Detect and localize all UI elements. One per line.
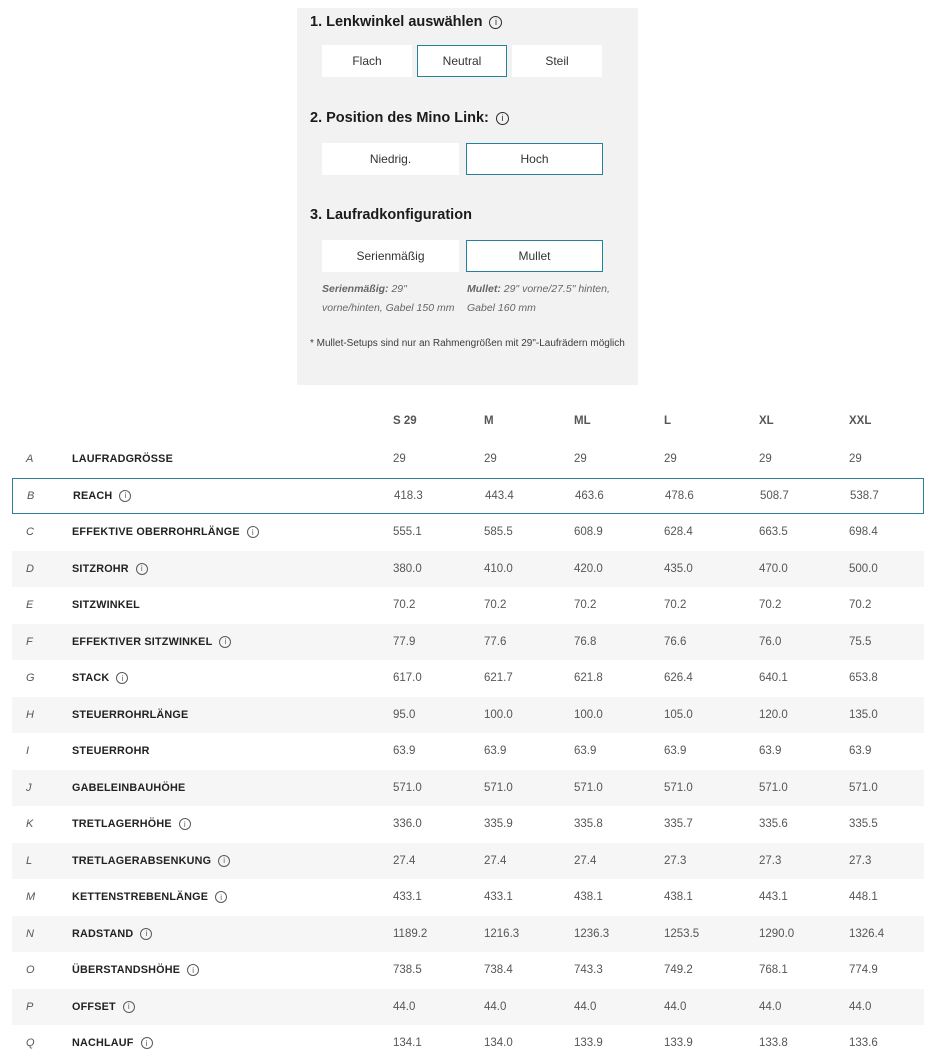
row-label: NACHLAUF — [72, 1037, 134, 1050]
table-header-row — [12, 400, 924, 441]
table-row-i[interactable] — [12, 733, 924, 770]
value-cell: 70.2 — [393, 599, 416, 612]
value-cell: 29 — [574, 453, 587, 466]
value-cell: 1216.3 — [484, 927, 520, 940]
value-cell: 133.9 — [664, 1037, 693, 1050]
value-cell: 95.0 — [393, 708, 416, 721]
value-cell: 1290.0 — [759, 927, 795, 940]
value-cell: 44.0 — [849, 1000, 872, 1013]
row-letter: G — [26, 672, 35, 685]
row-label: TRETLAGERHÖHE — [72, 818, 172, 831]
value-cell: 438.1 — [574, 891, 603, 904]
mullet-description — [467, 280, 619, 318]
table-row-p[interactable] — [12, 989, 924, 1026]
value-cell: 443.4 — [485, 489, 514, 502]
row-letter: F — [26, 635, 33, 648]
value-cell: 44.0 — [759, 1000, 782, 1013]
value-cell: 44.0 — [393, 1000, 416, 1013]
column-header-s-29: S 29 — [393, 414, 417, 427]
table-row-m[interactable] — [12, 879, 924, 916]
table-row-k[interactable] — [12, 806, 924, 843]
value-cell: 100.0 — [484, 708, 513, 721]
table-row-q[interactable] — [12, 1025, 924, 1062]
value-cell: 418.3 — [394, 489, 423, 502]
value-cell: 135.0 — [849, 708, 878, 721]
value-cell: 628.4 — [664, 526, 693, 539]
mino-link-options — [322, 143, 638, 175]
row-label: RADSTAND — [72, 927, 134, 940]
value-cell: 70.2 — [759, 599, 782, 612]
row-label: STEUERROHR — [72, 745, 150, 758]
section-title-text: 1. Lenkwinkel auswählen — [310, 14, 483, 30]
row-label: STACK — [72, 672, 110, 685]
value-cell: 27.3 — [664, 854, 687, 867]
value-cell: 134.0 — [484, 1037, 513, 1050]
value-cell: 70.2 — [664, 599, 687, 612]
row-letter: E — [26, 599, 34, 612]
value-cell: 571.0 — [393, 781, 422, 794]
row-label: EFFEKTIVE OBERROHRLÄNGE — [72, 526, 240, 539]
table-row-o[interactable] — [12, 952, 924, 989]
section-title-mino-link — [297, 110, 638, 126]
value-cell: 29 — [484, 453, 497, 466]
value-cell: 571.0 — [664, 781, 693, 794]
value-cell: 433.1 — [484, 891, 513, 904]
value-cell: 77.6 — [484, 635, 507, 648]
option-flach[interactable]: Flach — [322, 45, 412, 77]
value-cell: 433.1 — [393, 891, 422, 904]
section-title-text: 2. Position des Mino Link: — [310, 110, 489, 126]
row-letter: O — [26, 964, 35, 977]
info-icon[interactable]: i — [496, 112, 509, 125]
value-cell: 663.5 — [759, 526, 788, 539]
description-term: Serienmäßig: — [322, 283, 389, 295]
value-cell: 134.1 — [393, 1037, 422, 1050]
row-letter: L — [26, 854, 33, 867]
value-cell: 44.0 — [574, 1000, 597, 1013]
value-cell: 63.9 — [574, 745, 597, 758]
column-header-xxl: XXL — [849, 414, 872, 427]
option-neutral[interactable]: Neutral — [417, 45, 507, 77]
table-row-b[interactable] — [12, 478, 924, 515]
value-cell: 626.4 — [664, 672, 693, 685]
value-cell: 1253.5 — [664, 927, 700, 940]
value-cell: 774.9 — [849, 964, 878, 977]
value-cell: 410.0 — [484, 562, 513, 575]
info-icon[interactable]: i — [489, 16, 502, 29]
value-cell: 27.3 — [849, 854, 872, 867]
geometry-table — [12, 400, 924, 1062]
info-icon[interactable]: i — [247, 526, 259, 538]
table-body — [12, 441, 924, 1062]
config-panel — [297, 8, 638, 385]
row-letter: P — [26, 1000, 34, 1013]
value-cell: 738.5 — [393, 964, 422, 977]
value-cell: 120.0 — [759, 708, 788, 721]
value-cell: 27.4 — [484, 854, 507, 867]
value-cell: 448.1 — [849, 891, 878, 904]
table-row-f[interactable] — [12, 624, 924, 661]
value-cell: 76.6 — [664, 635, 687, 648]
row-letter: H — [26, 708, 34, 721]
row-letter: J — [26, 781, 32, 794]
row-letter: N — [26, 927, 34, 940]
row-label: OFFSET — [72, 1000, 116, 1013]
value-cell: 743.3 — [574, 964, 603, 977]
value-cell: 44.0 — [664, 1000, 687, 1013]
info-icon[interactable]: i — [136, 563, 148, 575]
value-cell: 1189.2 — [393, 927, 428, 940]
serienmaessig-description — [322, 280, 459, 318]
option-descriptions — [322, 280, 638, 318]
value-cell: 470.0 — [759, 562, 788, 575]
value-cell: 698.4 — [849, 526, 878, 539]
option-hoch[interactable]: Hoch — [466, 143, 603, 175]
value-cell: 335.7 — [664, 818, 693, 831]
table-row-e[interactable] — [12, 587, 924, 624]
table-row-c[interactable] — [12, 514, 924, 551]
lenkwinkel-options — [322, 45, 638, 77]
table-row-l[interactable] — [12, 843, 924, 880]
value-cell: 500.0 — [849, 562, 878, 575]
value-cell: 63.9 — [759, 745, 782, 758]
row-letter: I — [26, 745, 30, 758]
mullet-footnote: * Mullet-Setups sind nur an Rahmengrößen mit 29"-Laufrädern möglich — [310, 338, 625, 349]
row-label: SITZWINKEL — [72, 599, 140, 612]
option-serienmaessig[interactable]: Serienmäßig — [322, 240, 459, 272]
value-cell: 27.4 — [393, 854, 416, 867]
section-title-text: 3. Laufradkonfiguration — [310, 207, 472, 223]
value-cell: 463.6 — [575, 489, 604, 502]
value-cell: 621.8 — [574, 672, 603, 685]
value-cell: 571.0 — [849, 781, 878, 794]
description-term: Mullet: — [467, 283, 501, 295]
value-cell: 335.6 — [759, 818, 788, 831]
info-icon[interactable]: i — [123, 1001, 135, 1013]
info-icon[interactable]: i — [141, 1037, 153, 1049]
row-label: TRETLAGERABSENKUNG — [72, 854, 212, 867]
value-cell: 27.3 — [759, 854, 782, 867]
value-cell: 105.0 — [664, 708, 693, 721]
value-cell: 29 — [664, 453, 677, 466]
row-label: EFFEKTIVER SITZWINKEL — [72, 635, 213, 648]
row-letter: C — [26, 526, 34, 539]
row-letter: B — [27, 489, 35, 502]
option-mullet[interactable]: Mullet — [466, 240, 603, 272]
value-cell: 335.9 — [484, 818, 513, 831]
value-cell: 70.2 — [574, 599, 597, 612]
laufrad-options — [322, 240, 638, 272]
value-cell: 571.0 — [574, 781, 603, 794]
table-row-n[interactable] — [12, 916, 924, 953]
row-letter: K — [26, 818, 34, 831]
info-icon[interactable]: i — [219, 636, 231, 648]
value-cell: 653.8 — [849, 672, 878, 685]
value-cell: 1236.3 — [574, 927, 610, 940]
value-cell: 380.0 — [393, 562, 422, 575]
row-label: STEUERROHRLÄNGE — [72, 708, 189, 721]
table-row-d[interactable] — [12, 551, 924, 588]
value-cell: 768.1 — [759, 964, 788, 977]
value-cell: 478.6 — [665, 489, 694, 502]
row-letter: M — [26, 891, 36, 904]
value-cell: 555.1 — [393, 526, 422, 539]
section-title-lenkwinkel — [297, 8, 638, 30]
value-cell: 571.0 — [759, 781, 788, 794]
row-label: ÜBERSTANDSHÖHE — [72, 964, 181, 977]
value-cell: 63.9 — [664, 745, 687, 758]
value-cell: 738.4 — [484, 964, 513, 977]
info-icon[interactable]: i — [116, 672, 128, 684]
value-cell: 133.9 — [574, 1037, 603, 1050]
value-cell: 63.9 — [393, 745, 416, 758]
value-cell: 443.1 — [759, 891, 788, 904]
value-cell: 640.1 — [759, 672, 788, 685]
row-letter: Q — [26, 1037, 35, 1050]
value-cell: 585.5 — [484, 526, 513, 539]
table-row-j[interactable] — [12, 770, 924, 807]
description-text: 29" vorne/hinten, Gabel 150 mm — [322, 283, 455, 314]
info-icon[interactable]: i — [215, 891, 227, 903]
value-cell: 63.9 — [484, 745, 507, 758]
value-cell: 336.0 — [393, 818, 422, 831]
value-cell: 435.0 — [664, 562, 693, 575]
value-cell: 76.8 — [574, 635, 597, 648]
column-header-m: M — [484, 414, 494, 427]
value-cell: 100.0 — [574, 708, 603, 721]
table-row-g[interactable] — [12, 660, 924, 697]
value-cell: 63.9 — [849, 745, 872, 758]
info-icon[interactable]: i — [187, 964, 199, 976]
value-cell: 44.0 — [484, 1000, 507, 1013]
section-title-laufradkonfiguration — [297, 207, 638, 223]
column-header-xl: XL — [759, 414, 774, 427]
value-cell: 29 — [849, 453, 862, 466]
value-cell: 77.9 — [393, 635, 416, 648]
row-label: REACH — [73, 489, 113, 502]
value-cell: 571.0 — [484, 781, 513, 794]
row-label: LAUFRADGRÖSSE — [72, 453, 173, 466]
value-cell: 27.4 — [574, 854, 597, 867]
value-cell: 75.5 — [849, 635, 872, 648]
info-icon[interactable]: i — [119, 490, 131, 502]
value-cell: 508.7 — [760, 489, 789, 502]
value-cell: 29 — [759, 453, 772, 466]
row-label: SITZROHR — [72, 562, 129, 575]
value-cell: 133.8 — [759, 1037, 788, 1050]
info-icon[interactable]: i — [179, 818, 191, 830]
column-header-l: L — [664, 414, 672, 427]
row-letter: A — [26, 453, 34, 466]
table-row-a[interactable] — [12, 441, 924, 478]
value-cell: 133.6 — [849, 1037, 878, 1050]
option-niedrig[interactable]: Niedrig. — [322, 143, 459, 175]
value-cell: 608.9 — [574, 526, 603, 539]
value-cell: 335.8 — [574, 818, 603, 831]
value-cell: 70.2 — [484, 599, 507, 612]
value-cell: 749.2 — [664, 964, 693, 977]
info-icon[interactable]: i — [140, 928, 152, 940]
value-cell: 538.7 — [850, 489, 879, 502]
option-steil[interactable]: Steil — [512, 45, 602, 77]
value-cell: 621.7 — [484, 672, 513, 685]
row-label: GABELEINBAUHÖHE — [72, 781, 186, 794]
value-cell: 420.0 — [574, 562, 603, 575]
row-label: KETTENSTREBENLÄNGE — [72, 891, 209, 904]
description-text: 29" vorne/27.5" hinten, Gabel 160 mm — [467, 283, 610, 314]
value-cell: 29 — [393, 453, 406, 466]
value-cell: 335.5 — [849, 818, 878, 831]
value-cell: 76.0 — [759, 635, 782, 648]
table-row-h[interactable] — [12, 697, 924, 734]
info-icon[interactable]: i — [218, 855, 230, 867]
row-letter: D — [26, 562, 34, 575]
value-cell: 617.0 — [393, 672, 422, 685]
value-cell: 438.1 — [664, 891, 693, 904]
column-header-ml: ML — [574, 414, 591, 427]
value-cell: 70.2 — [849, 599, 872, 612]
value-cell: 1326.4 — [849, 927, 885, 940]
